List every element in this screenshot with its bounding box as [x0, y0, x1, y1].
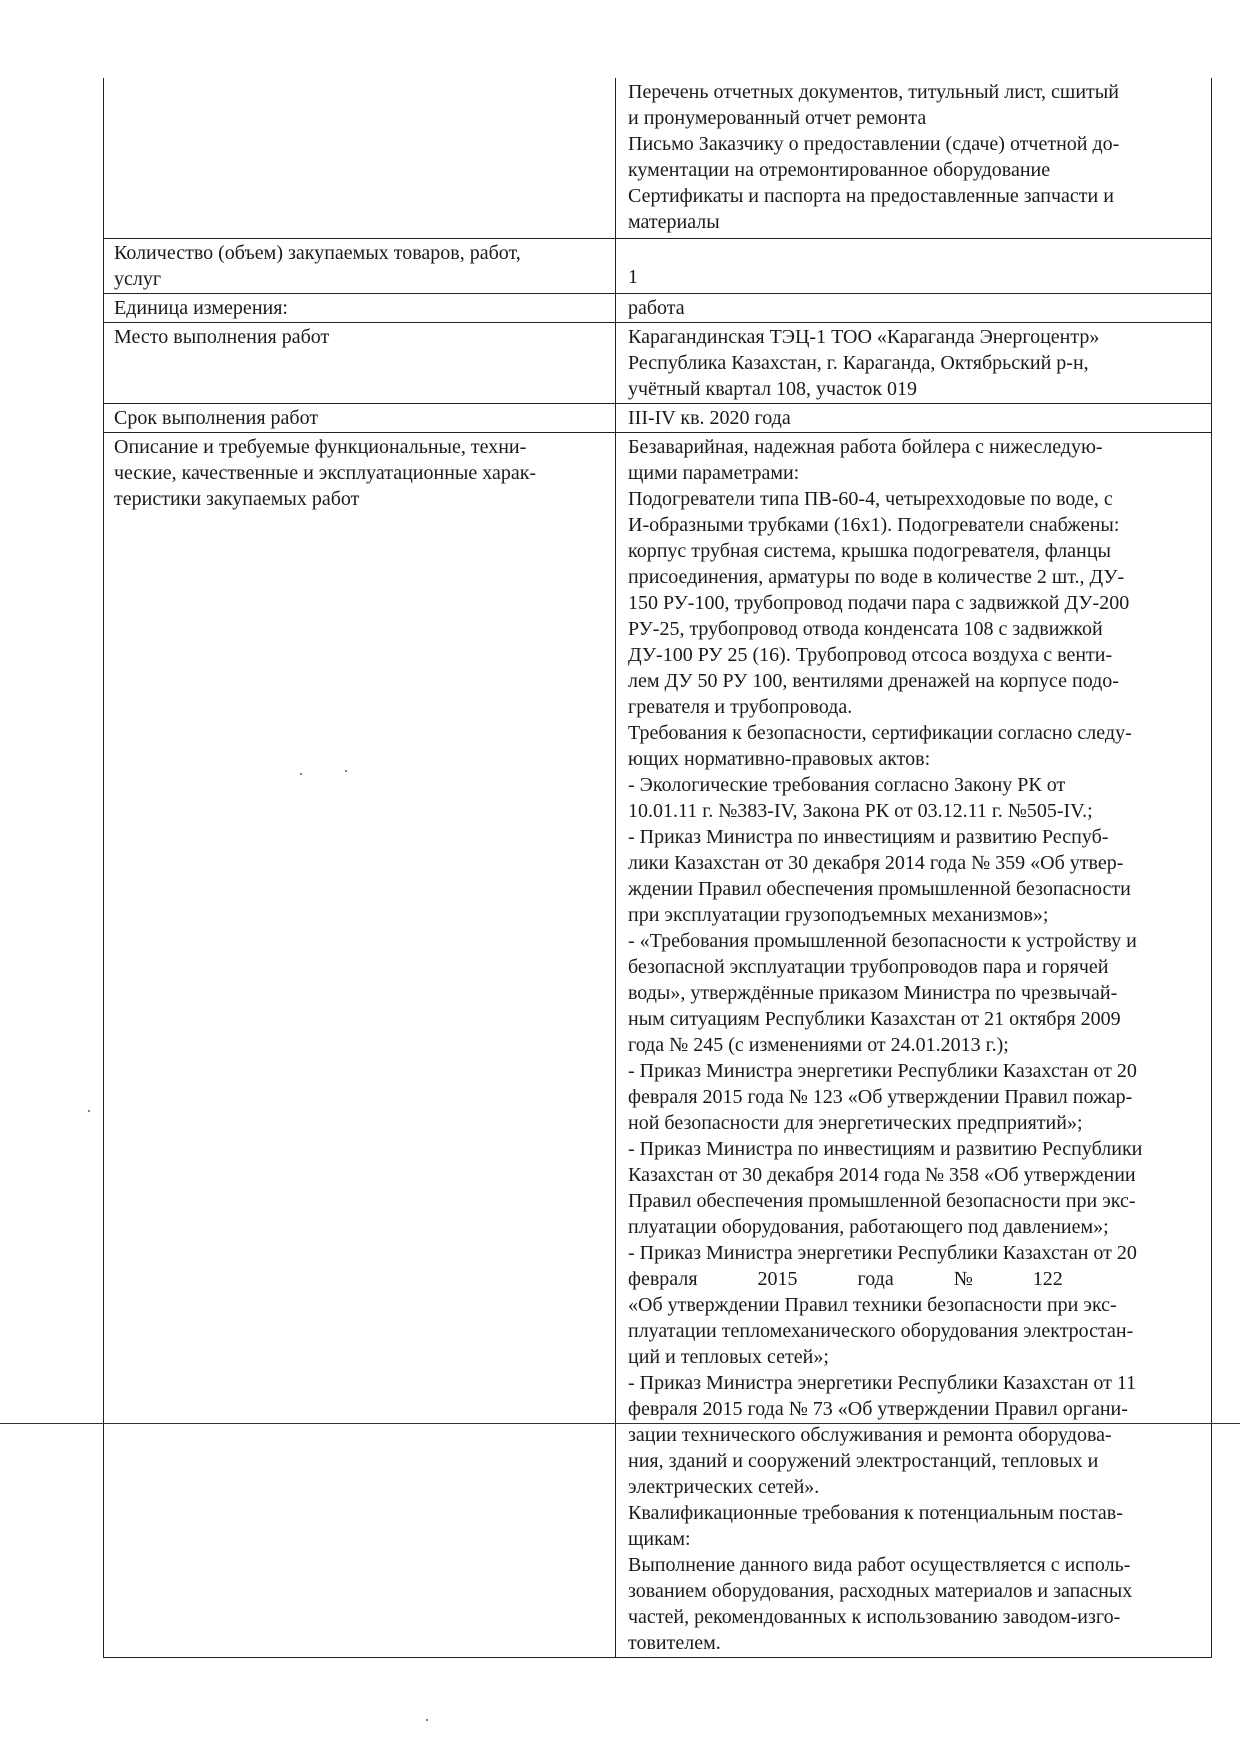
description-line: Казахстан от 30 декабря 2014 года № 358 «Об утверждении	[628, 1164, 1136, 1186]
description-line: плуатации тепломеханического оборудования электростан-	[628, 1320, 1134, 1342]
reports-line: Перечень отчетных документов, титульный лист, сшитый	[628, 81, 1119, 103]
description-line: года № 245 (с изменениями от 24.01.2013 г.);	[628, 1034, 1009, 1056]
description-line: электрических сетей».	[628, 1476, 820, 1498]
scan-speck	[426, 1719, 428, 1721]
description-line: воды», утверждённые приказом Министра по чрезвычай-	[628, 982, 1118, 1004]
description-line: корпус трубная система, крышка подогревателя, фланцы	[628, 540, 1111, 562]
description-line: зованием оборудования, расходных материалов и запасных	[628, 1580, 1133, 1602]
reports-line: и пронумерованный отчет ремонта	[628, 107, 927, 129]
description-line: - «Требования промышленной безопасности к устройству и	[628, 930, 1137, 952]
location-line: Карагандинская ТЭЦ-1 ТОО «Караганда Энергоцентр»	[628, 326, 1100, 348]
location-line: Республика Казахстан, г. Караганда, Октябрьский р-н,	[628, 352, 1089, 374]
description-line: Безаварийная, надежная работа бойлера с нижеследую-	[628, 436, 1103, 458]
description-line: ным ситуациям Республики Казахстан от 21 октября 2009	[628, 1008, 1121, 1030]
table-row-unit	[104, 294, 1212, 323]
description-line: - Экологические требования согласно Закону РК от	[628, 774, 1066, 796]
description-line: щими параметрами:	[628, 462, 800, 484]
description-line: - Приказ Министра по инвестициям и развитию Респуб-	[628, 826, 1109, 848]
description-line: Требования к безопасности, сертификации согласно следу-	[628, 722, 1132, 744]
description-line: плуатации оборудования, работающего под давлением»;	[628, 1216, 1109, 1238]
reports-cell	[616, 78, 1212, 239]
location-value-cell	[616, 323, 1212, 404]
description-line: И-образными трубками (16х1). Подогреватели снабжены:	[628, 514, 1120, 536]
description-line: «Об утверждении Правил техники безопасности при экс-	[628, 1294, 1117, 1316]
table-row-description	[104, 433, 1212, 1658]
term-label: Срок выполнения работ	[104, 404, 616, 433]
reports-line: Письмо Заказчику о предоставлении (сдаче) отчетной до-	[628, 133, 1120, 155]
description-line: при эксплуатации грузоподъемных механизмов»;	[628, 904, 1049, 926]
description-line: - Приказ Министра энергетики Республики Казахстан от 11	[628, 1372, 1137, 1394]
table-row-location	[104, 323, 1212, 404]
description-line: февраля 2015 года № 122	[628, 1268, 1063, 1290]
description-label-line: ческие, качественные и эксплуатационные харак-	[114, 462, 537, 484]
scan-artifact-line	[0, 1423, 1240, 1424]
description-line: ния, зданий и сооружений электростанций, тепловых и	[628, 1450, 1099, 1472]
description-line: 10.01.11 г. №383-IV, Закона РК от 03.12.11 г. №505-IV.;	[628, 800, 1093, 822]
scan-speck	[88, 1110, 90, 1112]
description-line: РУ-25, трубопровод отвода конденсата 108 с задвижкой	[628, 618, 1103, 640]
description-line: ждении Правил обеспечения промышленной безопасности	[628, 878, 1131, 900]
description-value-cell	[616, 433, 1212, 1658]
description-line: гревателя и трубопровода.	[628, 696, 853, 718]
table-row-term	[104, 404, 1212, 433]
description-line: ДУ-100 РУ 25 (16). Трубопровод отсоса воздуха с венти-	[628, 644, 1113, 666]
description-line: присоединения, арматуры по воде в количестве 2 шт., ДУ-	[628, 566, 1125, 588]
description-line: - Приказ Министра энергетики Республики Казахстан от 20	[628, 1242, 1137, 1264]
description-line: зации технического обслуживания и ремонта оборудова-	[628, 1424, 1112, 1446]
reports-line: кументации на отремонтированное оборудование	[628, 159, 1051, 181]
description-line: безопасной эксплуатации трубопроводов пара и горячей	[628, 956, 1109, 978]
quantity-label	[104, 239, 616, 294]
description-label-line: Описание и требуемые функциональные, техни-	[114, 436, 527, 458]
description-line: Квалификационные требования к потенциальным постав-	[628, 1502, 1123, 1524]
empty-label-cell	[104, 78, 616, 239]
location-label: Место выполнения работ	[104, 323, 616, 404]
reports-line: Сертификаты и паспорта на предоставленные запчасти и	[628, 185, 1114, 207]
quantity-label-line: услуг	[114, 268, 162, 290]
unit-value: работа	[616, 294, 1212, 323]
scan-speck	[345, 770, 347, 772]
table-row-quantity	[104, 239, 1212, 294]
description-line: лики Казахстан от 30 декабря 2014 года № 359 «Об утвер-	[628, 852, 1124, 874]
description-line: ющих нормативно-правовых актов:	[628, 748, 931, 770]
description-line: февраля 2015 года № 73 «Об утверждении Правил органи-	[628, 1398, 1128, 1420]
description-line: 150 РУ-100, трубопровод подачи пара с задвижкой ДУ-200	[628, 592, 1130, 614]
scan-speck	[300, 773, 302, 775]
table-row-reports	[104, 78, 1212, 239]
quantity-value-cell	[616, 239, 1212, 294]
reports-line: материалы	[628, 211, 720, 233]
quantity-label-line: Количество (объем) закупаемых товаров, работ,	[114, 242, 521, 264]
description-line: частей, рекомендованных к использованию заводом-изго-	[628, 1606, 1121, 1628]
description-line: ций и тепловых сетей»;	[628, 1346, 829, 1368]
description-line: Правил обеспечения промышленной безопасности при экс-	[628, 1190, 1136, 1212]
description-line: щикам:	[628, 1528, 691, 1550]
description-line: ной безопасности для энергетических предприятий»;	[628, 1112, 1083, 1134]
description-line: Выполнение данного вида работ осуществляется с исполь-	[628, 1554, 1131, 1576]
term-value: III-IV кв. 2020 года	[616, 404, 1212, 433]
description-line: лем ДУ 50 РУ 100, вентилями дренажей на корпусе подо-	[628, 670, 1119, 692]
description-label-cell	[104, 433, 616, 1658]
description-line: Подогреватели типа ПВ-60-4, четырехходовые по воде, с	[628, 488, 1113, 510]
description-line: - Приказ Министра по инвестициям и развитию Республики	[628, 1138, 1143, 1160]
description-line: - Приказ Министра энергетики Республики Казахстан от 20	[628, 1060, 1137, 1082]
requirements-table	[103, 78, 1212, 1658]
location-line: учётный квартал 108, участок 019	[628, 378, 918, 400]
unit-label: Единица измерения:	[104, 294, 616, 323]
description-label-line: теристики закупаемых работ	[114, 488, 360, 510]
description-line: февраля 2015 года № 123 «Об утверждении Правил пожар-	[628, 1086, 1133, 1108]
description-line: товителем.	[628, 1632, 721, 1654]
quantity-value: 1	[628, 266, 638, 288]
